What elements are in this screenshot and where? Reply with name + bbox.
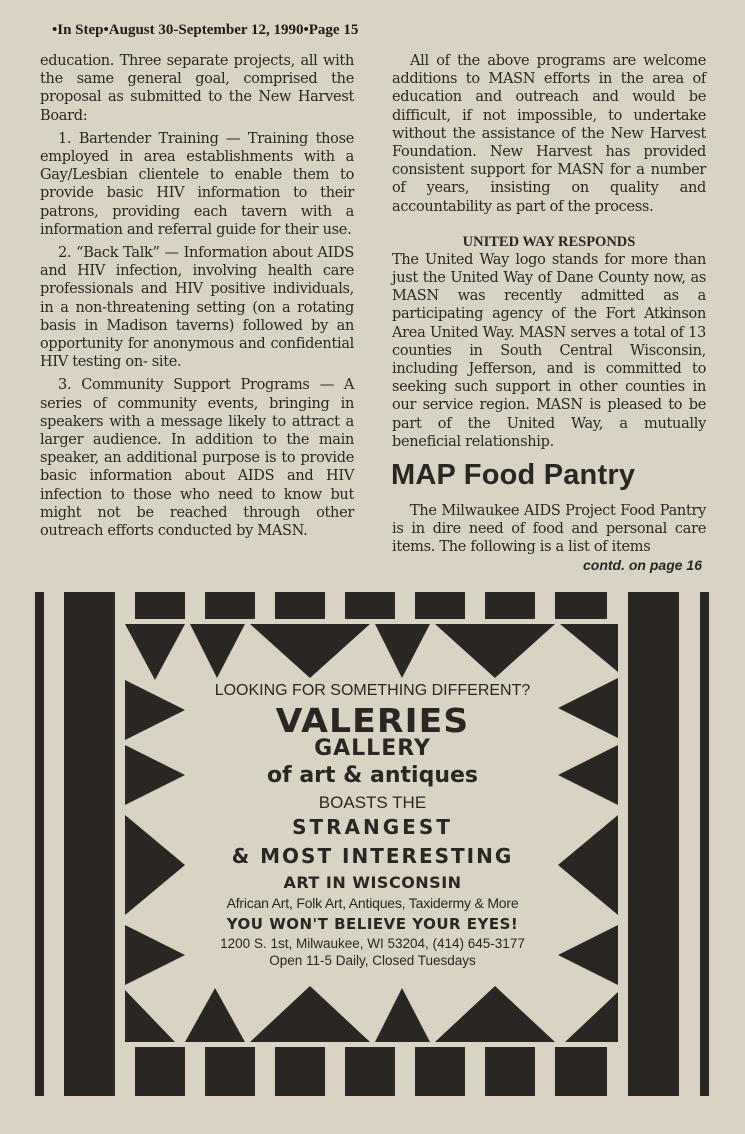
- ad-hours: Open 11-5 Daily, Closed Tuesdays: [269, 952, 476, 968]
- section-subhead: UNITED WAY RESPONDS: [462, 233, 636, 250]
- article-paragraph: education. Three separate projects, all with the same general goal, comprised the proposal as submitted to the New Harvest Board:: [40, 53, 354, 124]
- left-column: [40, 52, 354, 540]
- ad-boasts: BOASTS THE: [318, 793, 427, 812]
- ad-tagline: LOOKING FOR SOMETHING DIFFERENT?: [214, 682, 531, 699]
- ad-offerings: African Art, Folk Art, Antiques, Taxidermy & More: [226, 895, 519, 911]
- continued-notice: contd. on page 16: [582, 556, 702, 573]
- article-paragraph: 3. Community Support Programs — A series of community events, bringing in speakers with a message likely to attract a larger audience. In addition to the main speaker, an additional purpose is to provide basic information about AIDS and HIV infection to those who need to know but might not be reached through other outreach efforts conducted by MASN.: [40, 377, 354, 540]
- article-paragraph: 1. Bartender Training — Training those employed in area establishments with a Gay/Lesbian clientele to enable them to provide basic HIV information to their patrons, providing each tavern with a information and referral guide for their use.: [40, 130, 354, 238]
- article-paragraph: 2. “Back Talk” — Information about AIDS and HIV infection, involving health care professionals and HIV positive individuals, in a non-threatening setting (on a rotating basis in Madison taverns) followed by an opportunity for anonymous and confidential HIV testing on- site.: [40, 245, 354, 371]
- ad-subtitle: of art & antiques: [266, 763, 479, 788]
- article-paragraph: All of the above programs are welcome additions to MASN efforts in the area of education and outreach and would be difficult, if not impossible, to undertake without the assistance of the New Harvest Foundation. New Harvest has provided consistent support for MASN for a number of years, insisting on quality and accountability as part of the process.: [392, 53, 706, 215]
- ad-copy: [185, 680, 560, 967]
- ad-strangest: STRANGEST: [292, 815, 453, 839]
- ad-most-interesting: & MOST INTERESTING: [231, 844, 514, 868]
- article-paragraph: The United Way logo stands for more than just the United Way of Dane County now, as MASN was recently admitted as a participating agency of the Fort Atkinson Area United Way. MASN serves a total of 13 counties in South Central Wisconsin, including Jefferson, and is committed to seeking such support in other counties in our service region. MASN is pleased to be part of the United Way, a mutually beneficial relationship.: [392, 251, 706, 450]
- page-header: •In Step•August 30-September 12, 1990•Page 15: [52, 22, 359, 38]
- ad-gallery-label: GALLERY: [314, 736, 431, 761]
- section-headline: MAP Food Pantry: [391, 459, 636, 492]
- right-column: [392, 52, 706, 573]
- ad-business-name: VALERIES: [275, 701, 470, 740]
- article-paragraph: The Milwaukee AIDS Project Food Pantry is in dire need of food and personal care items. The following is a list of items: [392, 503, 706, 556]
- ad-art-in-wisconsin: ART IN WISCONSIN: [283, 873, 462, 892]
- ad-address: 1200 S. 1st, Milwaukee, WI 53204, (414) 645-3177: [220, 936, 525, 951]
- ad-slogan: YOU WON'T BELIEVE YOUR EYES!: [226, 915, 519, 933]
